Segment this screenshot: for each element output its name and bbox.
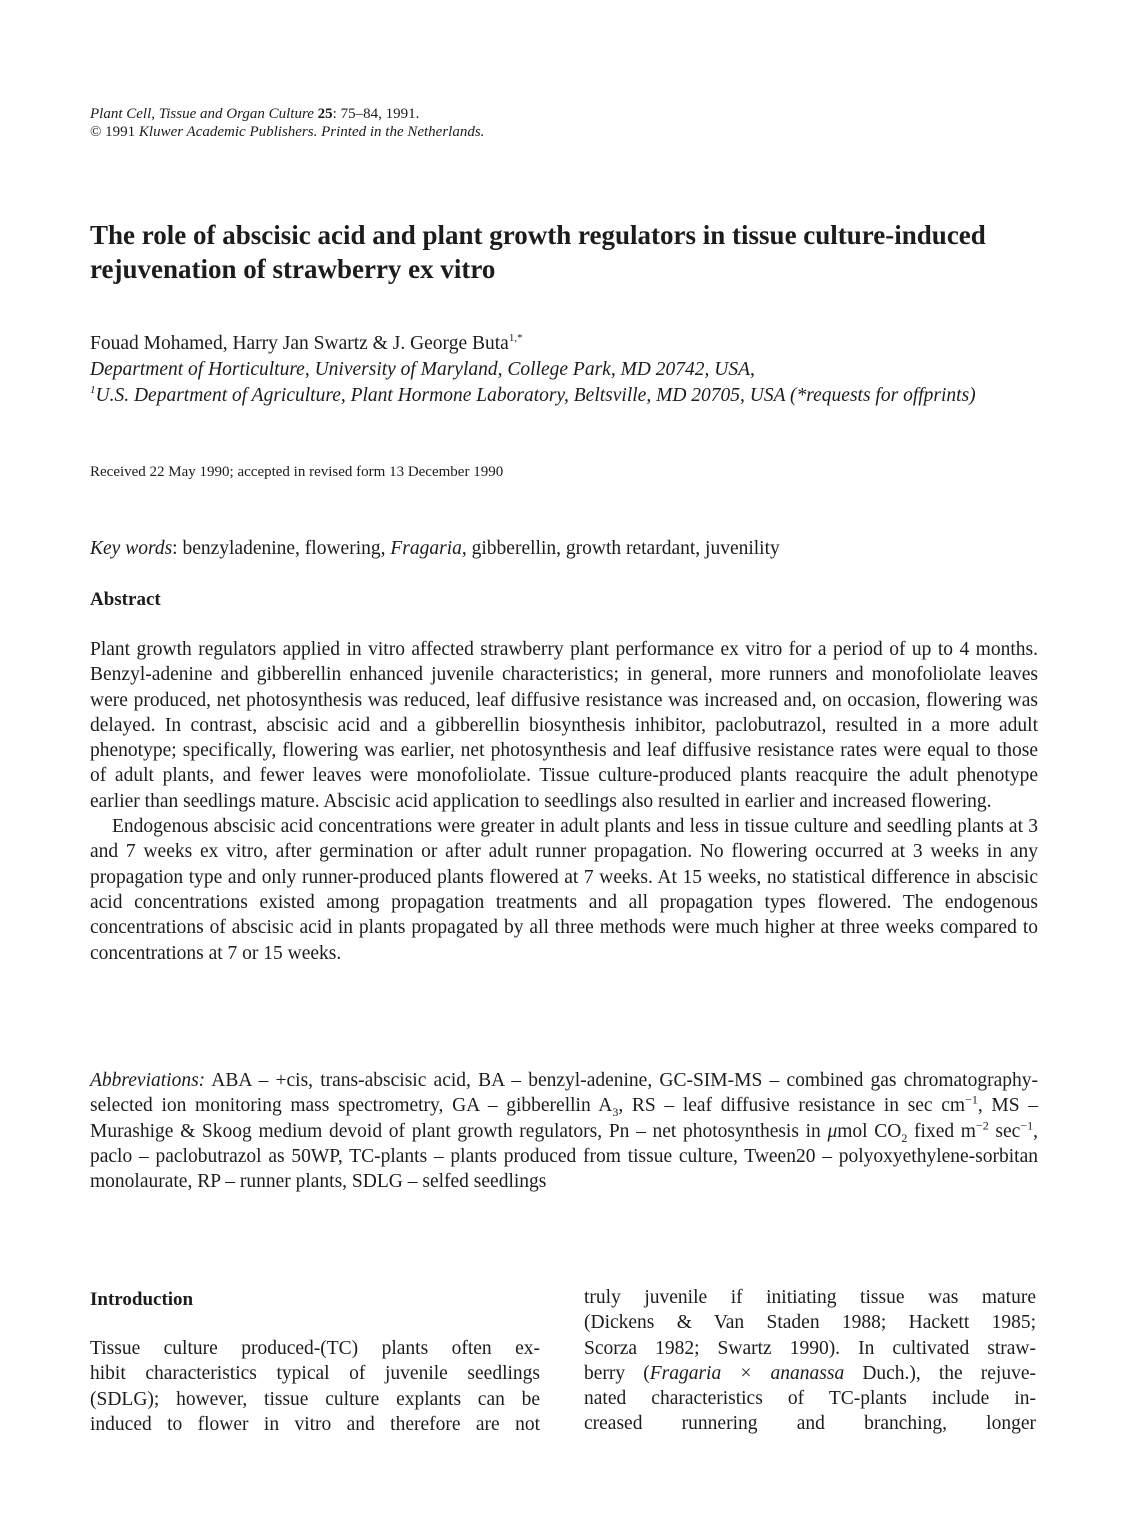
abbrev-text-4: mol CO	[837, 1120, 902, 1142]
abbrev-text-1: ABA – +cis, trans-abscisic acid, BA – benzyl-adenine, GC-SIM-MS – combined gas chromatography-selected ion monitoring mass spectrometry, GA – gibberellin A	[90, 1070, 1038, 1117]
abbreviations-label: Abbreviations:	[90, 1070, 206, 1091]
intro-right-line-4-a: berry (	[584, 1362, 650, 1384]
intro-right-line-3: Scorza 1982; Swartz 1990). In cultivated straw-	[584, 1337, 1036, 1359]
intro-left-line-1: Tissue culture produced-(TC) plants often ex-	[90, 1338, 540, 1359]
keywords-part1: : benzyladenine, flowering,	[172, 538, 386, 559]
paper-title: The role of abscisic acid and plant growth regulators in tissue culture-induced rejuvenation of strawberry ex vitro	[90, 220, 986, 284]
journal-copyright	[90, 123, 484, 141]
journal-citation	[90, 105, 484, 123]
species-name: Fragaria × ananassa	[649, 1362, 845, 1384]
abstract-paragraph-2: Endogenous abscisic acid concentrations were greater in adult plants and less in tissue culture and seedling plants at 3 and 7 weeks ex vitro, after germination or after adult runner propagation. No flowering occurred at 3 weeks in any propagation type and only runner-produced plants flowered at 7 weeks. At 15 weeks, no statistical difference in abscisic acid concentrations existed among propagation treatments and all propagation types flowered. The endogenous concentrations of abscisic acid in plants propagated by all three methods were much higher at three weeks compared to concentrations at 7 or 15 weeks.	[90, 816, 1038, 964]
abbrev-co2-subscript: 2	[901, 1130, 908, 1145]
intro-right-line-4	[584, 1361, 1036, 1386]
keywords-part2: , gibberellin, growth retardant, juvenility	[461, 538, 780, 559]
abbreviations-paragraph	[90, 1068, 1038, 1194]
introduction-heading: Introduction	[90, 1289, 194, 1310]
journal-pages: : 75–84, 1991.	[332, 106, 420, 122]
abbrev-ga-subscript: 3	[612, 1105, 619, 1120]
affiliation-2-mark: 1	[90, 384, 96, 396]
introduction-right-column	[584, 1285, 1036, 1437]
abbrev-text-3: , MS – Murashige & Skoog medium devoid of plant growth regulators, Pn – net photosynthesis in	[90, 1095, 1038, 1142]
abbrev-sec-superscript: −1	[1020, 1118, 1034, 1133]
journal-name: Plant Cell, Tissue and Organ Culture	[90, 106, 314, 122]
affiliation-2	[90, 383, 1050, 409]
authors-block	[90, 331, 1050, 409]
intro-right-line-6: creased runnering and branching, longer	[584, 1413, 1036, 1435]
abbrev-rs-superscript: −1	[965, 1092, 978, 1107]
affiliation-2-text: U.S. Department of Agriculture, Plant Hormone Laboratory, Beltsville, MD 20705, USA (*requests for offprints)	[95, 385, 976, 406]
abbrev-text-2: , RS – leaf diffusive resistance in sec cm	[618, 1095, 966, 1117]
keywords	[90, 537, 1050, 561]
intro-left-line-4: induced to flower in vitro and therefore are not	[90, 1413, 540, 1435]
abstract-heading: Abstract	[90, 589, 161, 610]
journal-header	[90, 105, 484, 141]
abbrev-m-superscript: −2	[975, 1118, 989, 1133]
intro-right-line-2: (Dickens & Van Staden 1988; Hackett 1985;	[584, 1312, 1036, 1334]
intro-right-line-1: truly juvenile if initiating tissue was mature	[584, 1287, 1036, 1308]
received-dates: Received 22 May 1990; accepted in revised form 13 December 1990	[90, 464, 504, 480]
intro-right-line-4-b: Duch.), the rejuve-	[844, 1362, 1036, 1384]
intro-right-line-5: nated characteristics of TC-plants include in-	[584, 1388, 1036, 1410]
abstract-paragraph-1: Plant growth regulators applied in vitro affected strawberry plant performance ex vitro for a period of up to 4 months. Benzyl-adenine and gibberellin enhanced juvenile characteristics; in general, more runners and monofoliolate leaves were produced, net photosynthesis was reduced, leaf diffusive resistance was increased and, on occasion, flowering was delayed. In contrast, abscisic acid and a gibberellin biosynthesis inhibitor, paclobutrazol, resulted in a more adult phenotype; specifically, flowering was earlier, net photosynthesis and leaf diffusive resistance rates were equal to those of adult plants, and fewer leaves were monofoliolate. Tissue culture-produced plants reacquire the adult phenotype earlier than seedlings mature. Abscisic acid application to seedlings also resulted in earlier and increased flowering.	[90, 639, 1038, 812]
author-superscript: 1,*	[508, 332, 523, 344]
introduction-left-column	[90, 1336, 540, 1437]
abbrev-mu: μ	[827, 1120, 838, 1142]
copyright-year: 1991	[105, 124, 136, 140]
author-names	[90, 331, 1050, 357]
intro-left-line-3: (SDLG); however, tissue culture explants can be	[90, 1388, 540, 1410]
copyright-symbol: ©	[90, 124, 102, 140]
intro-left-line-2: hibit characteristics typical of juvenile seedlings	[90, 1363, 540, 1385]
abbrev-text-6: sec	[988, 1120, 1021, 1142]
affiliation-1: Department of Horticulture, University of Maryland, College Park, MD 20742, USA,	[90, 359, 755, 380]
keywords-genus: Fragaria	[390, 538, 462, 559]
publisher: Kluwer Academic Publishers. Printed in the Netherlands.	[138, 124, 485, 140]
abbrev-text-7: , paclo – paclobutrazol as 50WP, TC-plants – plants produced from tissue culture, Tween20 – polyoxyethylene-sorbitan monolaurate, RP – runner plants, SDLG – selfed seedlings	[90, 1120, 1038, 1193]
abbrev-text-5: fixed m	[907, 1120, 976, 1142]
author-list: Fouad Mohamed, Harry Jan Swartz & J. George Buta	[90, 333, 509, 354]
abstract-body	[90, 637, 1038, 966]
abbreviations	[90, 1068, 1038, 1194]
keywords-label: Key words	[90, 538, 173, 559]
journal-volume: 25	[317, 106, 333, 122]
